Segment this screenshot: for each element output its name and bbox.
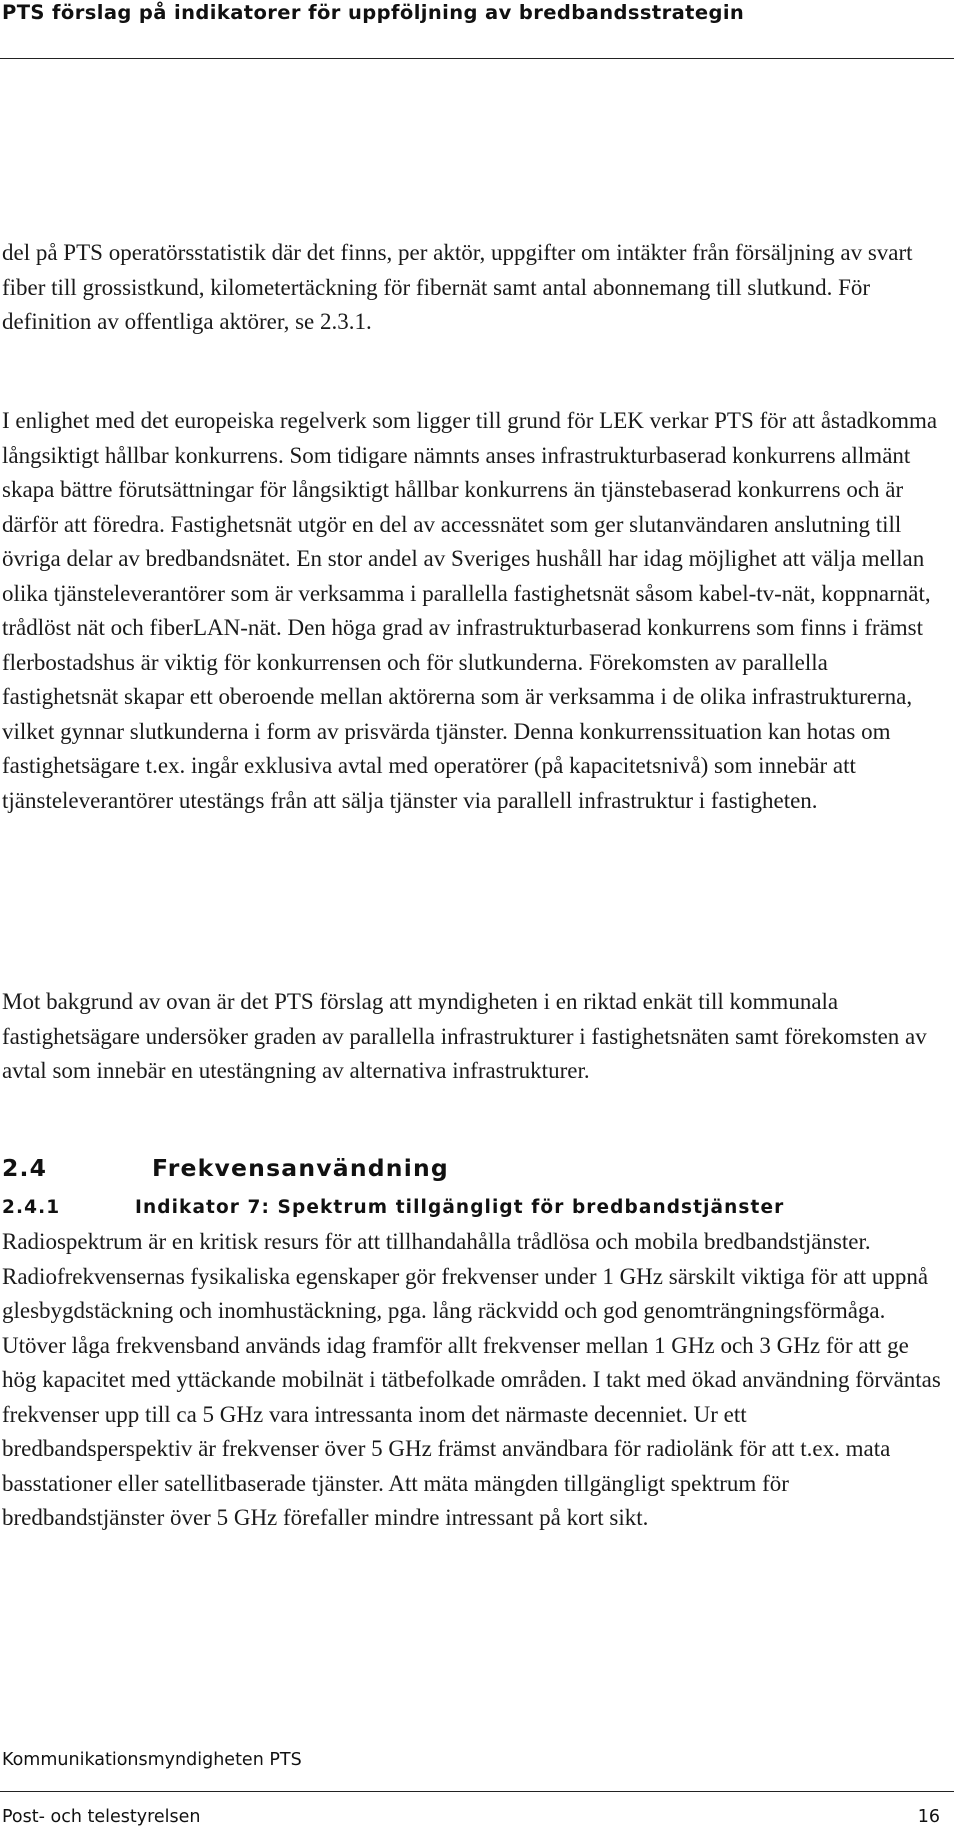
page-number: 16 <box>917 1807 940 1827</box>
header-divider <box>0 58 954 59</box>
subsection-title: Indikator 7: Spektrum tillgängligt för bredbandstjänster <box>135 1197 785 1218</box>
section-number: 2.4 <box>2 1154 48 1182</box>
paragraph-competition: I enlighet med det europeiska regelverk som ligger till grund för LEK verkar PTS för att åstadkomma långsiktigt hållbar konkurrens. Som tidigare nämnts anses infrastrukturbaserad konkurrens allmänt skapa bättre förutsättningar för långsiktigt hållbar konkurrens än tjänstebaserad konkurrens och är därför att föredra. Fastighetsnät utgör en del av accessnätet som ger slutanvändaren anslutning till övriga delar av bredbandsnätet. En stor andel av Sveriges hushåll har idag möjlighet att välja mellan olika tjänsteleverantörer som är verksamma i parallella fastighetsnät såsom kabel-tv-nät, koppnarnät, trådlöst nät och fiberLAN-nät. Den höga grad av infrastrukturbaserad konkurrens som finns i främst flerbostadshus är viktig för konkurrensen och för slutkunderna. Förekomsten av parallella fastighetsnät skapar ett oberoende mellan aktörerna som är verksamma i de olika infrastrukturerna, vilket gynnar slutkunderna i form av prisvärda tjänster. Denna konkurrenssituation kan hotas om fastighetsägare t.ex. ingår exklusiva avtal med operatörer (på kapacitetsnivå) som innebär att tjänsteleverantörer utestängs från att sälja tjänster via parallell infrastruktur i fastigheten. <box>2 408 938 813</box>
section-heading <box>2 1154 449 1182</box>
footer-divider <box>0 1791 954 1792</box>
paragraph-radio-spectrum: Radiospektrum är en kritisk resurs för att tillhandahålla trådlösa och mobila bredbandstjänster. Radiofrekvensernas fysikaliska egenskaper gör frekvenser under 1 GHz särskilt viktiga för att uppnå glesbygdstäckning och inomhustäckning, pga. lång räckvidd och god genomträngningsförmåga. Utöver låga frekvensband används idag framför allt frekvenser mellan 1 GHz och 3 GHz för att ge hög kapacitet med yttäckande mobilnät i tätbefolkade områden. I takt med ökad användning förväntas frekvenser upp till ca 5 GHz vara intressanta inom det närmaste decenniet. Ur ett bredbandsperspektiv är frekvenser över 5 GHz främst användbara för radiolänk för att t.ex. mata basstationer eller satellitbaserade tjänster. Att mäta mängden tillgängligt spektrum för bredbandstjänster över 5 GHz förefaller mindre intressant på kort sikt. <box>2 1229 941 1530</box>
paragraph-fiber-statistics: del på PTS operatörsstatistik där det finns, per aktör, uppgifter om intäkter från försäljning av svart fiber till grossistkund, kilometertäckning för fibernät samt antal abonnemang till slutkund. För definition av offentliga aktörer, se 2.3.1. <box>2 240 913 334</box>
footer-agency: Post- och telestyrelsen <box>2 1807 201 1827</box>
header-title: PTS förslag på indikatorer för uppföljning av bredbandsstrategin <box>2 1 745 24</box>
subsection-number: 2.4.1 <box>2 1197 61 1218</box>
subsection-heading <box>2 1197 784 1218</box>
section-title: Frekvensanvändning <box>152 1154 449 1182</box>
paragraph-survey-proposal: Mot bakgrund av ovan är det PTS förslag att myndigheten i en riktad enkät till kommunala fastighetsägare undersöker graden av parallella infrastrukturer i fastighetsnäten samt förekomsten av avtal som innebär en utestängning av alternativa infrastrukturer. <box>2 989 927 1083</box>
footer-organization: Kommunikationsmyndigheten PTS <box>2 1750 302 1770</box>
